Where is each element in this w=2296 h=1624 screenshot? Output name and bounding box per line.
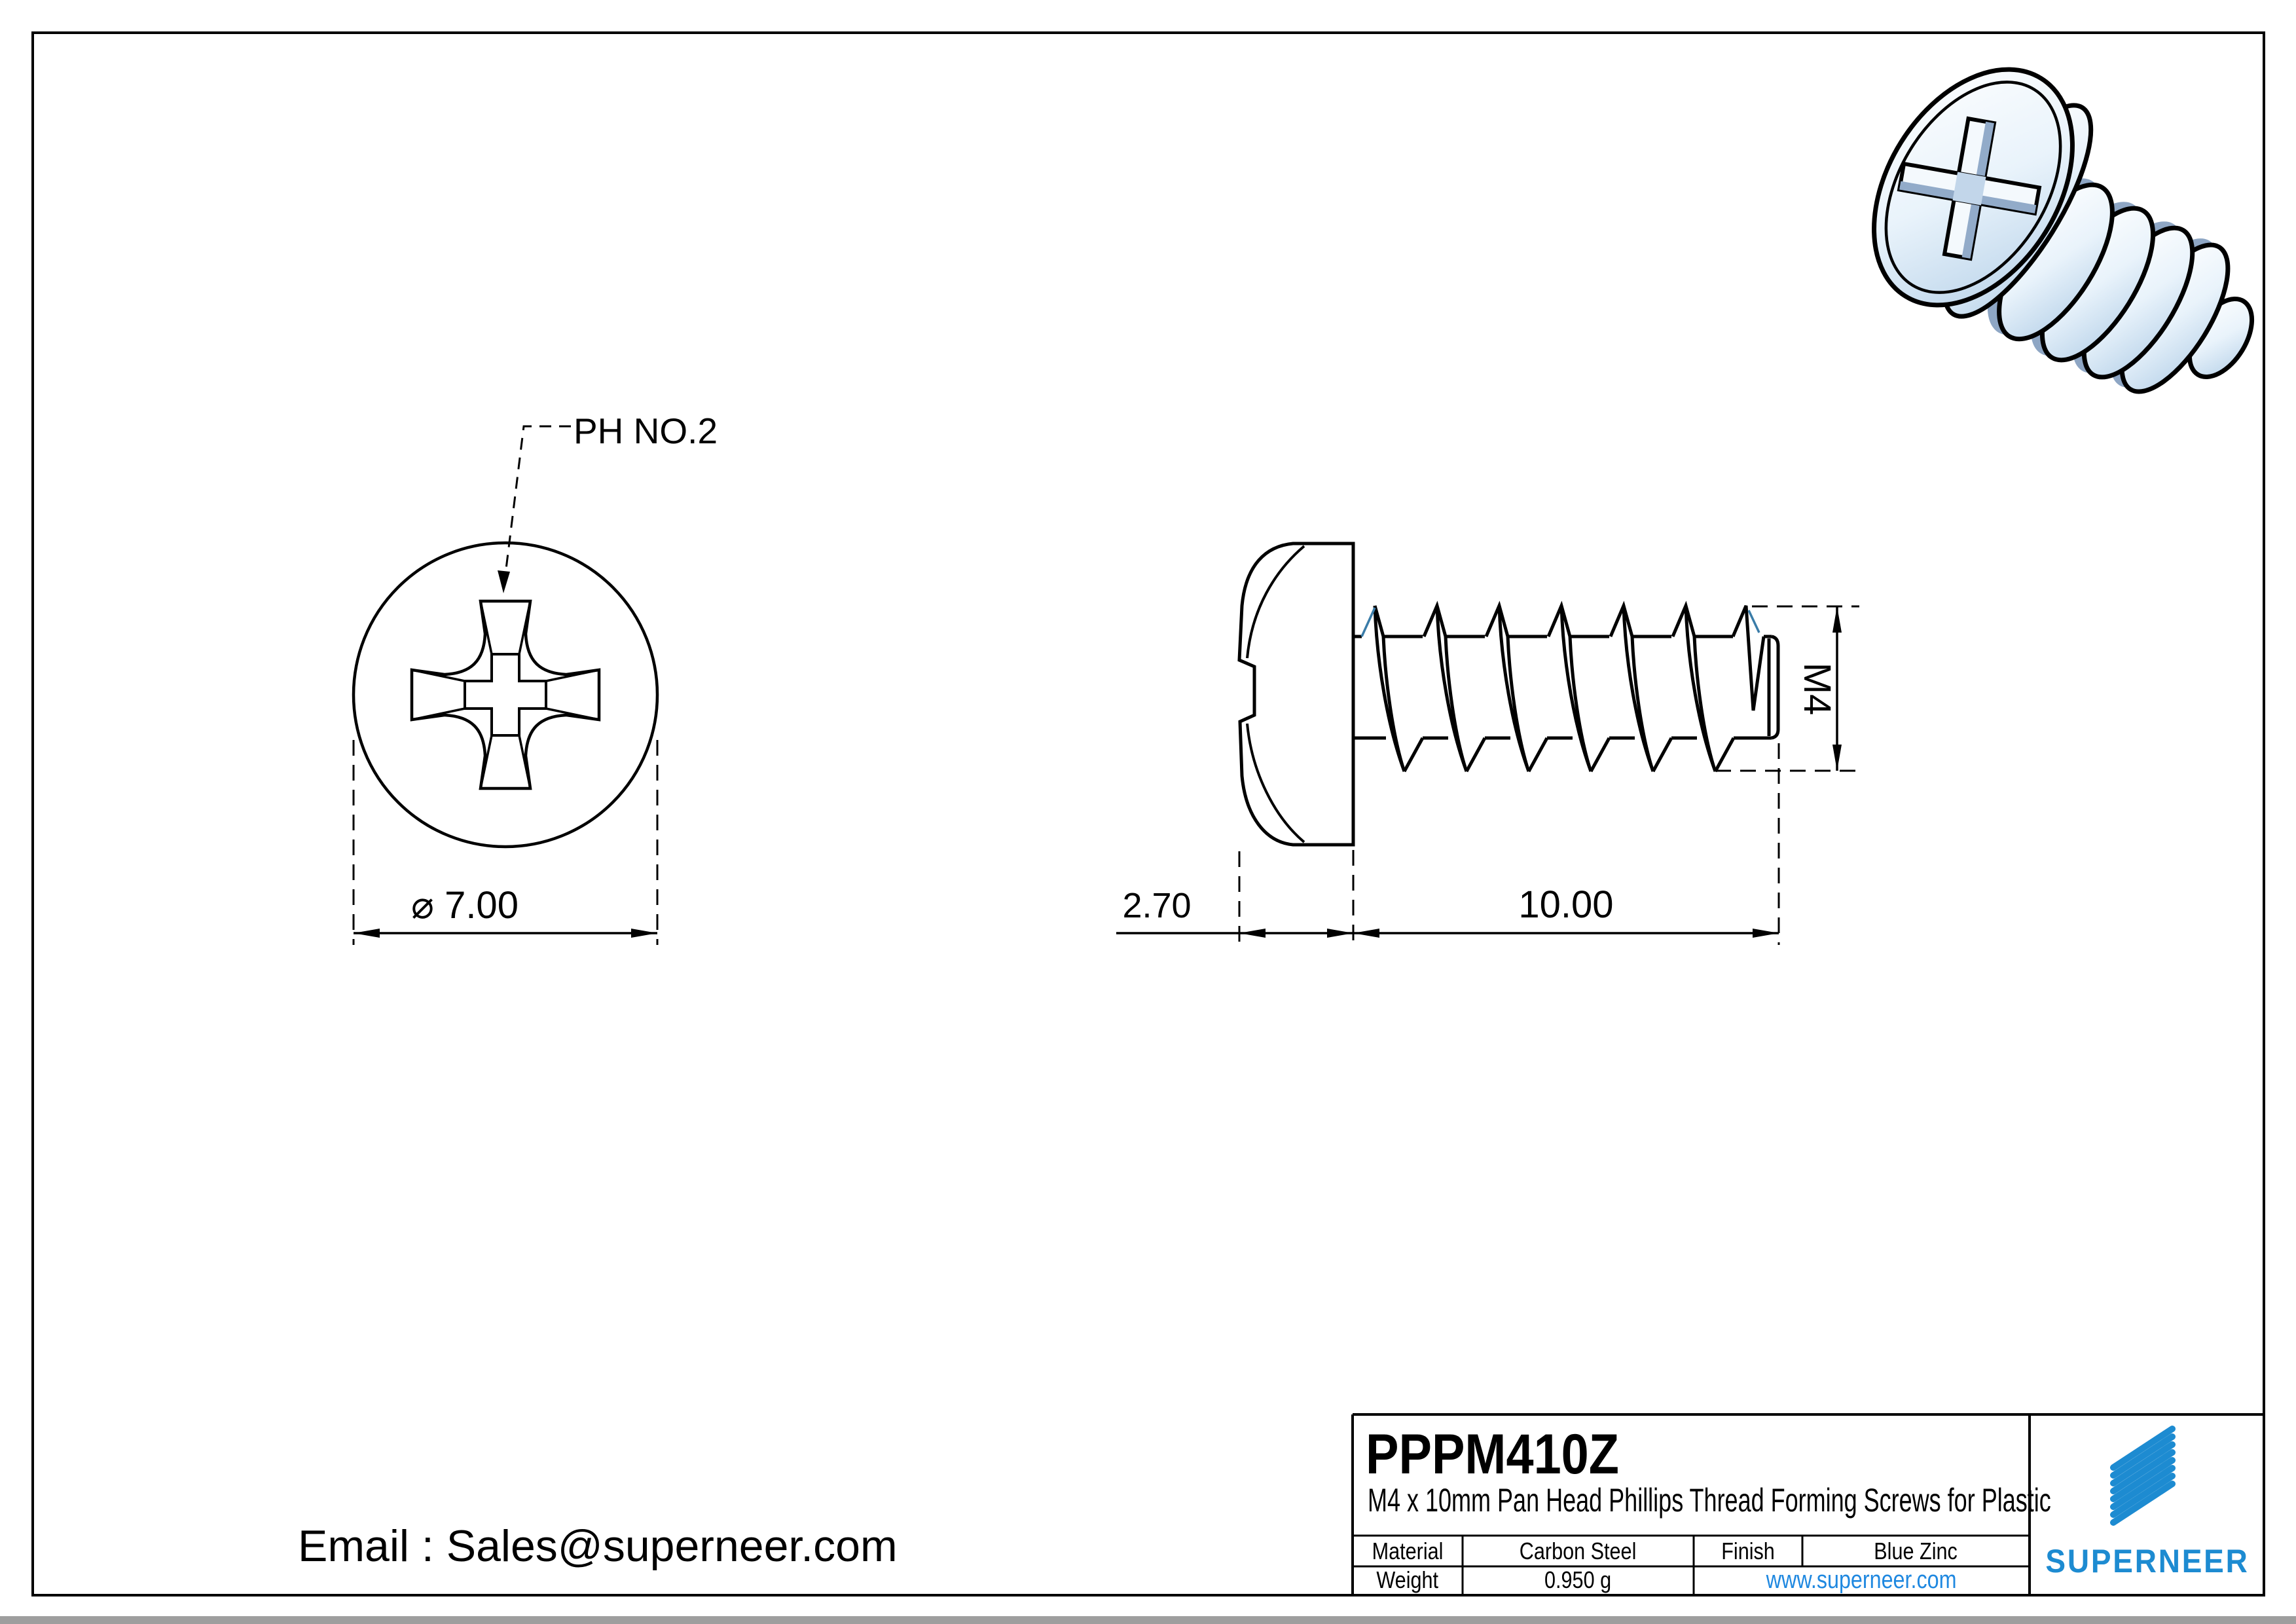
head-diameter-dimension-text: ⌀ 7.00: [411, 884, 519, 927]
material-value: Carbon Steel: [1520, 1537, 1637, 1564]
length-dimensions: [1116, 743, 1779, 945]
website-link[interactable]: www.superneer.com: [1766, 1566, 1957, 1594]
weight-value-cell: [1463, 1566, 1694, 1594]
finish-value-cell: [1802, 1536, 2030, 1566]
recess-leader-line: [498, 426, 571, 593]
leader-arrowhead: [498, 570, 510, 593]
thread-size-dimension-text: M4: [1796, 662, 1839, 716]
part-number: PPPM410Z: [1366, 1423, 1619, 1486]
superneer-logo-mark: [2113, 1429, 2172, 1522]
screw-3d-render: [1833, 33, 2265, 407]
front-view: [354, 426, 657, 945]
phillips-recess-front: [412, 601, 599, 788]
finish-value: Blue Zinc: [1874, 1537, 1958, 1564]
head-height-dimension-text: 2.70: [1122, 886, 1192, 925]
website-link-cell[interactable]: [1694, 1566, 2030, 1594]
screw-tip-cap: [1769, 637, 1778, 738]
contact-email: Email : Sales@superneer.com: [298, 1521, 898, 1571]
material-label-cell: [1353, 1536, 1463, 1566]
weight-label-cell: [1353, 1566, 1463, 1594]
part-description: M4 x 10mm Pan Head Phillips Thread Forming Screws for Plastic: [1368, 1482, 2051, 1519]
recess-label: PH NO.2: [574, 411, 718, 451]
weight-value: 0.950 g: [1544, 1566, 1612, 1593]
weight-label: Weight: [1376, 1566, 1439, 1593]
page-bottom-edge: [0, 1616, 2296, 1624]
thread-crests-bottom: [1404, 738, 1734, 771]
head-profile: [1239, 544, 1353, 845]
head-outline-circle: [354, 543, 657, 847]
brand-wordmark: SUPERNEER: [2045, 1543, 2250, 1579]
material-label: Material: [1372, 1537, 1444, 1564]
finish-label: Finish: [1721, 1537, 1775, 1564]
material-value-cell: [1463, 1536, 1694, 1566]
thread-length-dimension-text: 10.00: [1518, 883, 1614, 926]
finish-label-cell: [1694, 1536, 1802, 1566]
